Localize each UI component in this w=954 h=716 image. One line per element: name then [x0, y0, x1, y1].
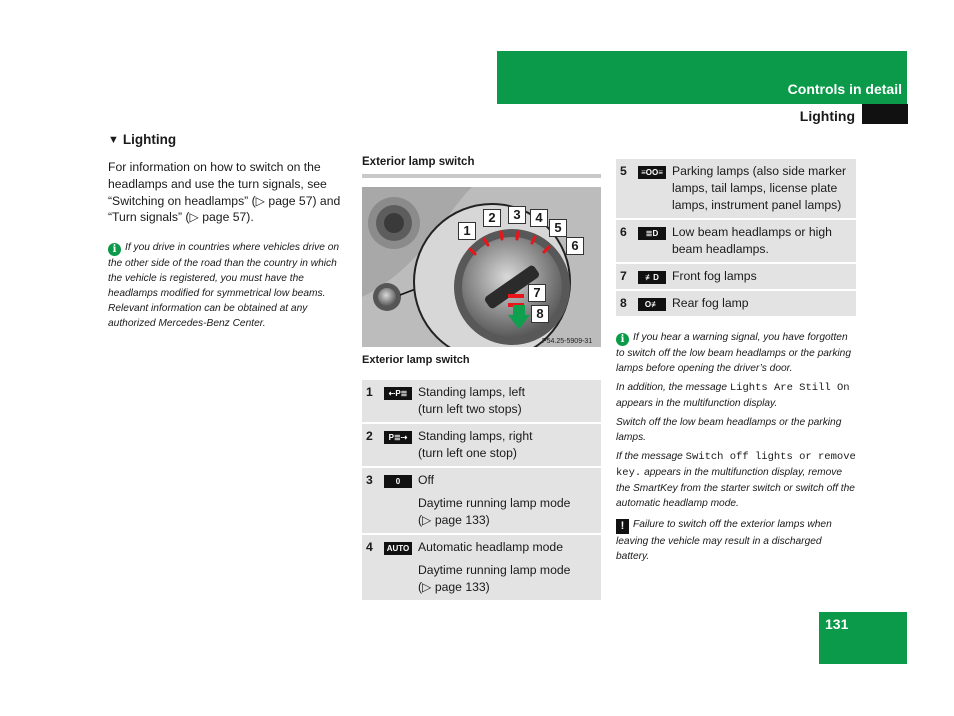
- table-row: [616, 158, 856, 219]
- figure-rule: [362, 174, 601, 178]
- item-number: 3: [362, 467, 384, 534]
- item-description: Standing lamps, left (turn left two stops): [416, 379, 601, 423]
- switch-positions-table: [362, 378, 601, 600]
- display-message: Switch off lights or remove key.: [616, 451, 856, 479]
- standing-lamps-right-icon: P≣⇢: [384, 431, 412, 444]
- figure-column: [362, 156, 601, 600]
- info-note-text: If you drive in countries where vehicles drive on the other side of the road than the country in which the vehicle is registered, you must have the headlamps modified for symmetrical low beams. Relevant information can be obtained at any authorized Mercedes-Benz Center.: [108, 242, 340, 330]
- item-number: 7: [616, 263, 638, 290]
- callout-1: 1: [458, 222, 476, 240]
- callout-7: 7: [528, 284, 546, 302]
- table-row: [362, 534, 601, 600]
- display-message: Lights Are Still On: [729, 382, 850, 394]
- item-number: 5: [616, 158, 638, 219]
- switch-off-note: Switch off the low beam headlamps or the parking lamps.: [616, 417, 842, 443]
- section-tab-marker: [862, 104, 908, 124]
- off-icon: 0: [384, 475, 412, 488]
- page-number: 131: [825, 616, 849, 632]
- warning-icon: !: [616, 519, 629, 534]
- item-number: 6: [616, 219, 638, 263]
- message-note: In addition, the message Lights Are Still On appears in the multifunction display.: [616, 382, 850, 409]
- callout-5: 5: [549, 219, 567, 237]
- table-row: [362, 379, 601, 423]
- table-row: [362, 423, 601, 467]
- item-description: Low beam headlamps or high beam headlamps.: [670, 219, 856, 263]
- item-description: Front fog lamps: [670, 263, 856, 290]
- table-row: [616, 219, 856, 263]
- triangle-down-icon: ▼: [108, 133, 119, 146]
- figure-code: P54.25-5909-31: [542, 338, 593, 345]
- item-number: 2: [362, 423, 384, 467]
- notes-block: [616, 330, 856, 564]
- item-description: Off Daytime running lamp mode (▷ page 133): [416, 467, 601, 534]
- lamp-switch-figure: [362, 187, 601, 347]
- front-fog-lamp-icon: ≢D: [638, 271, 666, 284]
- intro-column: [108, 132, 348, 331]
- item-description: Parking lamps (also side marker lamps, tail lamps, license plate lamps, instrument panel lamps): [670, 158, 856, 219]
- callout-4: 4: [530, 209, 548, 227]
- auto-headlamp-icon: AUTO: [384, 542, 412, 555]
- item-number: 1: [362, 379, 384, 423]
- chapter-title: Controls in detail: [787, 81, 902, 97]
- item-description: Automatic headlamp mode Daytime running lamp mode (▷ page 133): [416, 534, 601, 600]
- table-row: [616, 263, 856, 290]
- warning-signal-note: i If you hear a warning signal, you have forgotten to switch off the low beam headlamps or the parking lamps before opening the driver’s door.: [616, 332, 852, 374]
- parking-lamps-icon: ≡OO≡: [638, 166, 666, 179]
- lamp-switch-illustration: [362, 187, 601, 347]
- callout-3: 3: [508, 206, 526, 224]
- right-column: [616, 157, 856, 564]
- figure-caption: Exterior lamp switch: [362, 354, 470, 366]
- figure-heading: Exterior lamp switch: [362, 156, 475, 168]
- section-heading: [108, 132, 348, 147]
- intro-text: For information on how to switch on the headlamps and use the turn signals, see “Switching on headlamps” (▷ page 57) and “Turn signals” (▷ page 57).: [108, 160, 341, 225]
- table-row: [616, 290, 856, 316]
- callout-2: 2: [483, 209, 501, 227]
- section-heading-text: Lighting: [122, 132, 177, 147]
- standing-lamps-left-icon: ⇠P≣: [384, 387, 412, 400]
- item-description: Standing lamps, right (turn left one stop): [416, 423, 601, 467]
- remove-key-note: If the message Switch off lights or remove key. appears in the multifunction display, remove the SmartKey from the starter switch or switch off the automatic headlamp mode.: [616, 451, 856, 509]
- table-row: [362, 467, 601, 534]
- callout-8: 8: [531, 305, 549, 323]
- low-beam-icon: ≣D: [638, 227, 666, 240]
- caution-note: ! Failure to switch off the exterior lamps when leaving the vehicle may result in a discharged battery.: [616, 519, 832, 562]
- info-note: [108, 240, 348, 331]
- callout-6: 6: [566, 237, 584, 255]
- info-icon: i: [616, 333, 629, 346]
- item-number: 4: [362, 534, 384, 600]
- lamp-modes-table: [616, 157, 856, 316]
- item-number: 8: [616, 290, 638, 316]
- item-description: Rear fog lamp: [670, 290, 856, 316]
- info-icon: i: [108, 243, 121, 256]
- section-tab: Lighting: [799, 108, 855, 124]
- rear-fog-lamp-icon: O≢: [638, 298, 666, 311]
